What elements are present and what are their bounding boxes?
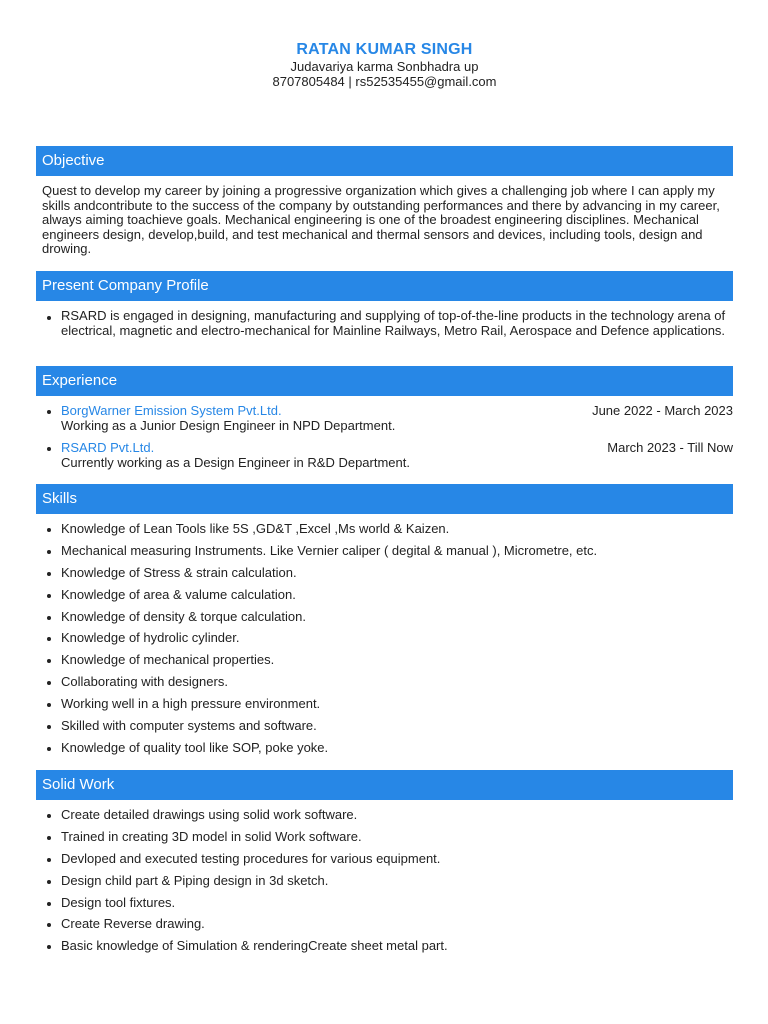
- list-item: RSARD is engaged in designing, manufacturing and supplying of top-of-the-line products in the technology arena of electrical, magnetic and electro-mechanical for Mainline Railways, Metro Rail, Aerospace and Defence applications.: [36, 309, 733, 338]
- list-item: Collaborating with designers.: [36, 674, 733, 689]
- list-item: Design tool fixtures.: [36, 895, 733, 910]
- solid-work-section: [36, 770, 733, 960]
- skills-list: [36, 521, 733, 755]
- list-item: Knowledge of mechanical properties.: [36, 652, 733, 667]
- experience-item: [36, 403, 733, 433]
- list-item: Knowledge of hydrolic cylinder.: [36, 630, 733, 645]
- solid-work-list: [36, 807, 733, 953]
- company-profile-list: [36, 309, 733, 338]
- list-item: Create detailed drawings using solid work software.: [36, 807, 733, 822]
- company-profile-heading: Present Company Profile: [36, 271, 733, 301]
- experience-heading: Experience: [36, 366, 733, 396]
- objective-text: Quest to develop my career by joining a progressive organization which gives a challenging job where I can apply my skills andcontribute to the success of the company by outstanding performances and there by advancing in my career, always aiming toachieve goals. Mechanical engineering is one of the broadest engineering disciplines. Mechanical engineers design, develop,build, and test mechanical and thermal sensors and devices, including tools, design and drowing.: [42, 183, 720, 256]
- date-range: March 2023 - Till Now: [607, 440, 733, 455]
- list-item: Devloped and executed testing procedures for various equipment.: [36, 851, 733, 866]
- list-item: Knowledge of Stress & strain calculation.: [36, 565, 733, 580]
- candidate-name: RATAN KUMAR SINGH: [296, 41, 473, 58]
- resume-page: [36, 0, 733, 954]
- role-description: Currently working as a Design Engineer in R&D Department.: [61, 455, 410, 470]
- company-name: BorgWarner Emission System Pvt.Ltd.: [61, 403, 282, 418]
- list-item: Skilled with computer systems and software.: [36, 718, 733, 733]
- company-name: RSARD Pvt.Ltd.: [61, 440, 155, 455]
- list-item: Basic knowledge of Simulation & renderingCreate sheet metal part.: [36, 938, 733, 953]
- skills-heading: Skills: [36, 484, 733, 514]
- list-item: Create Reverse drawing.: [36, 916, 733, 931]
- list-item: Knowledge of area & valume calculation.: [36, 587, 733, 602]
- resume-header: [36, 0, 733, 89]
- skills-section: [36, 484, 733, 762]
- experience-item: [36, 440, 733, 470]
- list-item: Knowledge of quality tool like SOP, poke yoke.: [36, 740, 733, 755]
- list-item: Knowledge of Lean Tools like 5S ,GD&T ,Excel ,Ms world & Kaizen.: [36, 521, 733, 536]
- role-description: Working as a Junior Design Engineer in NPD Department.: [61, 418, 396, 433]
- address: Judavariya karma Sonbhadra up: [290, 59, 479, 74]
- list-item: Mechanical measuring Instruments. Like Vernier caliper ( degital & manual ), Micrometre, etc.: [36, 543, 733, 558]
- list-item: Design child part & Piping design in 3d sketch.: [36, 873, 733, 888]
- objective-heading: Objective: [36, 146, 733, 176]
- experience-section: [36, 366, 733, 470]
- date-range: June 2022 - March 2023: [592, 403, 733, 418]
- solid-work-heading: Solid Work: [36, 770, 733, 800]
- experience-list: [36, 403, 733, 470]
- contact-info: 8707805484 | rs52535455@gmail.com: [272, 74, 497, 89]
- list-item: Knowledge of density & torque calculation.: [36, 609, 733, 624]
- company-profile-section: [36, 271, 733, 338]
- objective-section: [36, 146, 733, 257]
- list-item: Working well in a high pressure environment.: [36, 696, 733, 711]
- list-item: Trained in creating 3D model in solid Work software.: [36, 829, 733, 844]
